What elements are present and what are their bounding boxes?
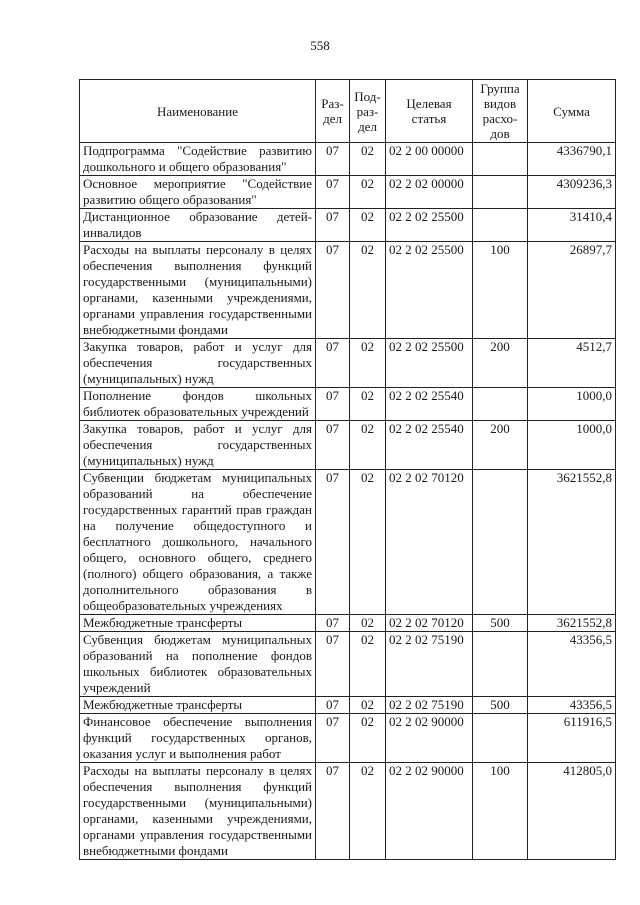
table-row — [80, 209, 616, 242]
cell-section: 07 — [316, 632, 350, 697]
table-row — [80, 632, 616, 697]
cell-expense-group: 500 — [473, 615, 528, 632]
cell-name: Дистанционное образование детей-инвалидов — [80, 209, 316, 242]
cell-sum: 611916,5 — [528, 714, 616, 763]
cell-target-article: 02 2 02 90000 — [386, 763, 473, 860]
table-row — [80, 470, 616, 615]
cell-section: 07 — [316, 470, 350, 615]
page-number: 558 — [310, 38, 330, 53]
budget-table — [79, 79, 616, 860]
cell-sum: 43356,5 — [528, 697, 616, 714]
cell-subsection: 02 — [350, 697, 386, 714]
header-section: Раз- дел — [316, 80, 350, 143]
cell-target-article: 02 2 02 75190 — [386, 697, 473, 714]
header-sum: Сумма — [528, 80, 616, 143]
table-row — [80, 421, 616, 470]
cell-target-article: 02 2 00 00000 — [386, 143, 473, 176]
cell-subsection: 02 — [350, 143, 386, 176]
cell-expense-group: 200 — [473, 339, 528, 388]
cell-name: Закупка товаров, работ и услуг для обеспечения государственных (муниципальных) нужд — [80, 421, 316, 470]
cell-expense-group — [473, 714, 528, 763]
cell-subsection: 02 — [350, 242, 386, 339]
cell-target-article: 02 2 02 25500 — [386, 339, 473, 388]
cell-subsection: 02 — [350, 176, 386, 209]
cell-sum: 4309236,3 — [528, 176, 616, 209]
cell-target-article: 02 2 02 25500 — [386, 242, 473, 339]
cell-section: 07 — [316, 176, 350, 209]
cell-target-article: 02 2 02 70120 — [386, 470, 473, 615]
cell-section: 07 — [316, 763, 350, 860]
header-name: Наименование — [80, 80, 316, 143]
cell-expense-group — [473, 470, 528, 615]
cell-name: Расходы на выплаты персоналу в целях обеспечения выполнения функций государственными (муниципальными) органами, казенными учреждениями, органами управления государственными внебюджетными фондами — [80, 242, 316, 339]
cell-target-article: 02 2 02 75190 — [386, 632, 473, 697]
cell-expense-group — [473, 176, 528, 209]
cell-subsection: 02 — [350, 421, 386, 470]
cell-section: 07 — [316, 209, 350, 242]
cell-target-article: 02 2 02 25500 — [386, 209, 473, 242]
cell-target-article: 02 2 02 00000 — [386, 176, 473, 209]
cell-name: Субвенция бюджетам муниципальных образований на пополнение фондов школьных библиотек образовательных учреждений — [80, 632, 316, 697]
table-row — [80, 143, 616, 176]
cell-section: 07 — [316, 714, 350, 763]
cell-expense-group — [473, 143, 528, 176]
cell-sum: 26897,7 — [528, 242, 616, 339]
cell-section: 07 — [316, 697, 350, 714]
table-body — [80, 143, 616, 860]
cell-target-article: 02 2 02 70120 — [386, 615, 473, 632]
cell-name: Межбюджетные трансферты — [80, 697, 316, 714]
table-row — [80, 697, 616, 714]
cell-section: 07 — [316, 388, 350, 421]
cell-subsection: 02 — [350, 615, 386, 632]
cell-subsection: 02 — [350, 632, 386, 697]
cell-name: Субвенции бюджетам муниципальных образований на обеспечение государственных гарантий прав граждан на получение общедоступного и бесплатного дошкольного, начального общего, основного общего, среднего (полного) общего образования, а также дополнительного образования в общеобразовательных учреждениях — [80, 470, 316, 615]
cell-section: 07 — [316, 143, 350, 176]
cell-name: Расходы на выплаты персоналу в целях обеспечения выполнения функций государственными (муниципальными) органами, казенными учреждениями, органами управления государственными внебюджетными фондами — [80, 763, 316, 860]
cell-name: Закупка товаров, работ и услуг для обеспечения государственных (муниципальных) нужд — [80, 339, 316, 388]
table-row — [80, 242, 616, 339]
table-row — [80, 339, 616, 388]
cell-sum: 3621552,8 — [528, 470, 616, 615]
cell-subsection: 02 — [350, 339, 386, 388]
cell-subsection: 02 — [350, 209, 386, 242]
cell-target-article: 02 2 02 90000 — [386, 714, 473, 763]
table-row — [80, 388, 616, 421]
cell-target-article: 02 2 02 25540 — [386, 421, 473, 470]
table-row — [80, 615, 616, 632]
cell-section: 07 — [316, 615, 350, 632]
cell-sum: 43356,5 — [528, 632, 616, 697]
cell-expense-group — [473, 388, 528, 421]
table-row — [80, 176, 616, 209]
cell-sum: 1000,0 — [528, 388, 616, 421]
table-row — [80, 714, 616, 763]
table-header-row — [80, 80, 616, 143]
table-row — [80, 763, 616, 860]
cell-section: 07 — [316, 421, 350, 470]
cell-sum: 4336790,1 — [528, 143, 616, 176]
cell-section: 07 — [316, 339, 350, 388]
cell-subsection: 02 — [350, 763, 386, 860]
cell-name: Межбюджетные трансферты — [80, 615, 316, 632]
cell-expense-group: 500 — [473, 697, 528, 714]
header-target-article: Целевая статья — [386, 80, 473, 143]
cell-section: 07 — [316, 242, 350, 339]
cell-sum: 412805,0 — [528, 763, 616, 860]
cell-expense-group — [473, 632, 528, 697]
cell-subsection: 02 — [350, 470, 386, 615]
cell-subsection: 02 — [350, 714, 386, 763]
cell-name: Финансовое обеспечение выполнения функций государственных органов, оказания услуг и выполнения работ — [80, 714, 316, 763]
cell-expense-group: 100 — [473, 242, 528, 339]
cell-sum: 3621552,8 — [528, 615, 616, 632]
cell-name: Основное мероприятие "Содействие развитию общего образования" — [80, 176, 316, 209]
cell-expense-group — [473, 209, 528, 242]
cell-target-article: 02 2 02 25540 — [386, 388, 473, 421]
cell-name: Подпрограмма "Содействие развитию дошкольного и общего образования" — [80, 143, 316, 176]
cell-expense-group: 100 — [473, 763, 528, 860]
cell-sum: 31410,4 — [528, 209, 616, 242]
cell-name: Пополнение фондов школьных библиотек образовательных учреждений — [80, 388, 316, 421]
header-expense-group: Группа видов расхо- дов — [473, 80, 528, 143]
cell-expense-group: 200 — [473, 421, 528, 470]
header-subsection: Под- раз- дел — [350, 80, 386, 143]
cell-sum: 4512,7 — [528, 339, 616, 388]
cell-subsection: 02 — [350, 388, 386, 421]
cell-sum: 1000,0 — [528, 421, 616, 470]
